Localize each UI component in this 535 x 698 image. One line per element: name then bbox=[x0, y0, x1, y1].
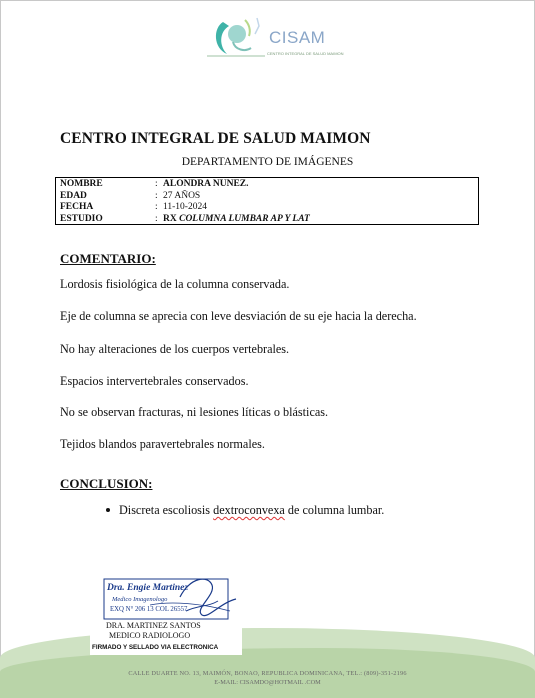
info-colon: : bbox=[155, 202, 158, 212]
info-label: ESTUDIO bbox=[60, 213, 103, 224]
comment-paragraph: Eje de columna se aprecia con leve desviación de su eje hacia la derecha. bbox=[60, 309, 417, 323]
comment-paragraph: Espacios intervertebrales conservados. bbox=[60, 374, 249, 388]
doctor-name: DRA. MARTINEZ SANTOS bbox=[106, 621, 201, 630]
logo-subtext: CENTRO INTEGRAL DE SALUD MAIMON bbox=[267, 51, 344, 56]
logo-text: CISAM bbox=[269, 28, 326, 47]
conclusion-bullet bbox=[106, 503, 384, 518]
conclusion-flagged-word: dextroconvexa bbox=[213, 503, 285, 517]
stamp-exequatur: EXQ N° 206 13 COL 26557 bbox=[110, 606, 188, 613]
department-text: DEPARTAMENTO DE IMÁGENES bbox=[181, 156, 354, 168]
cisam-logo bbox=[205, 14, 344, 62]
info-row-estudio bbox=[60, 214, 478, 226]
comment-paragraph: Tejidos blandos paravertebrales normales. bbox=[60, 437, 265, 451]
info-colon: : bbox=[155, 213, 158, 224]
signature-stamp bbox=[90, 575, 242, 655]
study-date: 11-10-2024 bbox=[163, 202, 207, 212]
patient-age: 27 AÑOS bbox=[163, 190, 201, 201]
footer-address: CALLE DUARTE NO. 13, MAIMÓN, BONAO, REPUBLICA DOMINICANA, TEL.: (809)-351-2196 bbox=[128, 670, 407, 677]
bullet-icon bbox=[106, 508, 110, 512]
patient-name: ALONDRA NUNEZ. bbox=[163, 179, 249, 189]
comment-paragraph: Lordosis fisiológica de la columna conservada. bbox=[60, 277, 290, 291]
patient-info-box bbox=[55, 177, 479, 225]
comentario-heading: COMENTARIO: bbox=[60, 251, 156, 266]
comment-paragraph: No se observan fracturas, ni lesiones líticas o blásticas. bbox=[60, 405, 329, 419]
stamp-role: Medico Imagenologo bbox=[112, 596, 168, 603]
info-row-edad bbox=[60, 191, 478, 203]
info-label: NOMBRE bbox=[60, 179, 103, 189]
info-row-fecha bbox=[60, 202, 478, 214]
footer-email: E-MAIL: CISAMDO@HOTMAIL .COM bbox=[214, 679, 321, 686]
conclusion-text-end: de columna lumbar. bbox=[284, 503, 385, 517]
comment-paragraph: No hay alteraciones de los cuerpos vertebrales. bbox=[60, 342, 290, 356]
conclusion-heading: CONCLUSION: bbox=[60, 476, 153, 491]
study-type bbox=[163, 214, 310, 226]
info-label: EDAD bbox=[60, 190, 87, 201]
department-label bbox=[0, 156, 535, 168]
conclusion-text-start: Discreta escoliosis bbox=[119, 503, 214, 517]
info-colon: : bbox=[155, 190, 158, 201]
info-row-nombre bbox=[60, 179, 478, 191]
info-label: FECHA bbox=[60, 202, 94, 212]
signed-note: FIRMADO Y SELLADO VIA ELECTRONICA bbox=[92, 644, 219, 651]
info-colon: : bbox=[155, 179, 158, 189]
page-title: CENTRO INTEGRAL DE SALUD MAIMON bbox=[60, 130, 371, 147]
study-description: COLUMNA LUMBAR AP Y LAT bbox=[179, 213, 310, 224]
study-prefix: RX bbox=[163, 213, 177, 224]
stamp-name: Dra. Engie Martinez bbox=[107, 583, 189, 593]
doctor-title: MEDICO RADIOLOGO bbox=[109, 631, 191, 640]
